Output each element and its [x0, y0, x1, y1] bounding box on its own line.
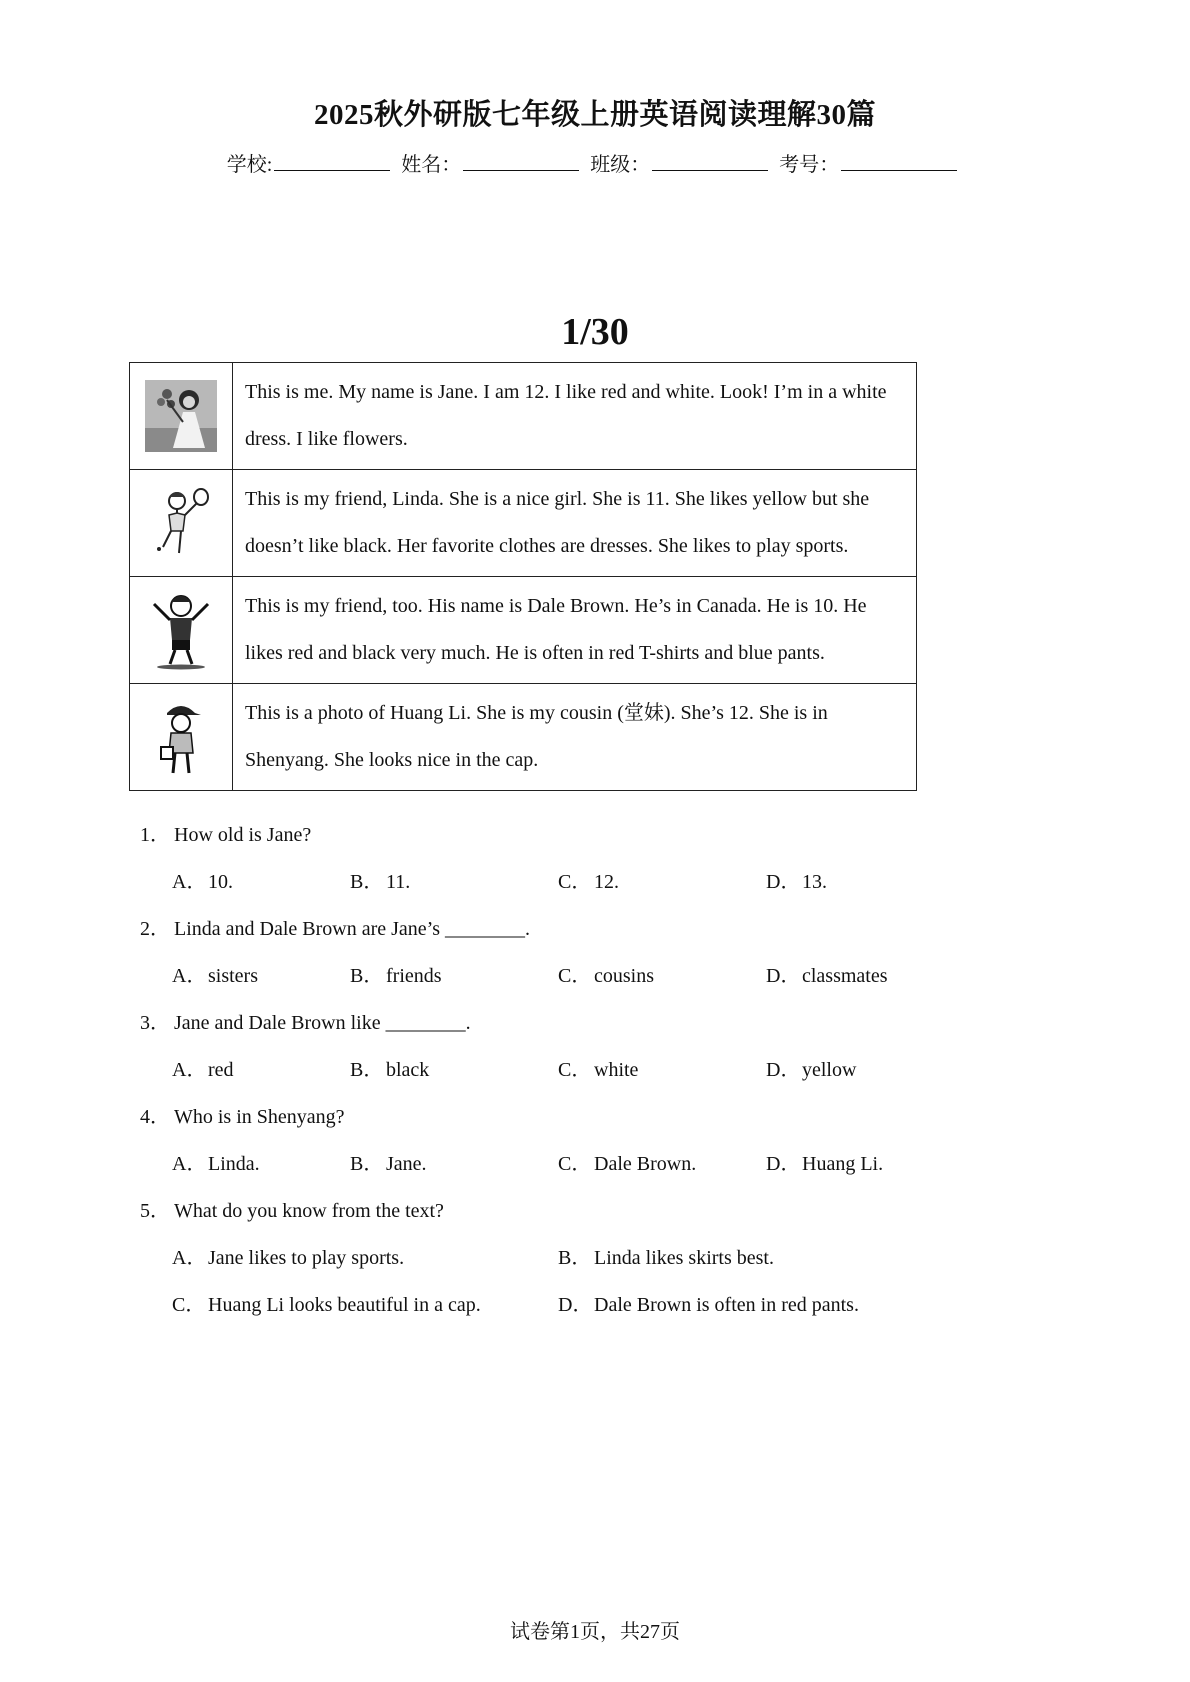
passage-row — [130, 470, 917, 577]
exam-number-blank — [841, 150, 957, 171]
girl-in-cap-icon — [149, 697, 213, 777]
option-c[interactable]: C． white — [558, 1059, 639, 1081]
option-a[interactable]: A．Linda. — [172, 1153, 260, 1175]
option-a[interactable]: A．10. — [172, 871, 233, 893]
name-label: 姓名： — [401, 154, 462, 176]
passage-row — [130, 577, 917, 684]
option-d[interactable]: D．13. — [766, 871, 827, 893]
picture-cell — [130, 684, 233, 791]
option-d[interactable]: D．yellow — [766, 1059, 857, 1081]
class-label: 班级： — [590, 154, 651, 176]
question-stem: 4． Who is in Shenyang? — [140, 1106, 345, 1128]
option-a[interactable]: A．sisters — [172, 965, 258, 987]
passage-text: This is my friend, too. His name is Dale Brown. He’s in Canada. He is 10. He likes red and black very much. He is often in red T-shirts and blue pants. — [233, 577, 917, 684]
question-stem: 1． How old is Jane? — [140, 824, 312, 846]
passage-text: This is me. My name is Jane. I am 12. I like red and white. Look! I’m in a white dress. I like flowers. — [233, 363, 917, 470]
option-d[interactable]: D．Huang Li. — [766, 1153, 884, 1175]
document-title: 2025秋外研版七年级上册英语阅读理解30篇 — [313, 99, 876, 131]
option-c[interactable]: C． Huang Li looks beautiful in a cap. — [172, 1294, 481, 1316]
girl-with-flowers-icon — [143, 378, 219, 454]
passage-text: This is a photo of Huang Li. She is my cousin (堂妹). She’s 12. She is in Shenyang. She looks nice in the cap. — [233, 684, 917, 791]
option-c[interactable]: C． 12. — [558, 871, 619, 893]
picture-cell — [130, 577, 233, 684]
question-options — [140, 1047, 940, 1094]
question-options — [140, 1235, 940, 1282]
class-blank — [652, 150, 768, 171]
question-options — [140, 1141, 940, 1188]
page-footer: 试卷第1页，共27页 — [510, 1621, 680, 1643]
option-b[interactable]: B． black — [350, 1059, 430, 1081]
option-d[interactable]: D．Dale Brown is often in red pants. — [558, 1294, 859, 1316]
option-b[interactable]: B． Jane. — [350, 1153, 427, 1175]
question-options — [140, 953, 940, 1000]
option-b[interactable]: B． 11. — [350, 871, 411, 893]
passage-text: This is my friend, Linda. She is a nice girl. She is 11. She likes yellow but she doesn’t like black. Her favorite clothes are dresses. She likes to play sports. — [233, 470, 917, 577]
school-label: 学校: — [226, 154, 273, 176]
option-a[interactable]: A．red — [172, 1059, 234, 1081]
passage-table — [129, 362, 917, 791]
question-stem: 5． What do you know from the text? — [140, 1200, 444, 1222]
option-b[interactable]: B． Linda likes skirts best. — [558, 1247, 774, 1269]
question-stem: 2． Linda and Dale Brown are Jane’s ________. — [140, 918, 531, 940]
option-b[interactable]: B． friends — [350, 965, 442, 987]
question-options — [140, 859, 940, 906]
picture-cell — [130, 363, 233, 470]
passage-row — [130, 684, 917, 791]
question-options — [140, 1282, 940, 1329]
questions-section — [140, 812, 940, 1329]
option-c[interactable]: C． Dale Brown. — [558, 1153, 697, 1175]
student-info-line — [0, 148, 1190, 177]
passage-number: 1/30 — [561, 311, 629, 353]
exam-number-label: 考号： — [779, 154, 840, 176]
school-blank — [274, 150, 390, 171]
option-c[interactable]: C． cousins — [558, 965, 654, 987]
girl-with-racket-icon — [149, 485, 213, 561]
option-d[interactable]: D．classmates — [766, 965, 888, 987]
passage-row — [130, 363, 917, 470]
picture-cell — [130, 470, 233, 577]
question-stem: 3． Jane and Dale Brown like ________. — [140, 1012, 471, 1034]
option-a[interactable]: A．Jane likes to play sports. — [172, 1247, 405, 1269]
name-blank — [463, 150, 579, 171]
boy-waving-icon — [146, 590, 216, 670]
